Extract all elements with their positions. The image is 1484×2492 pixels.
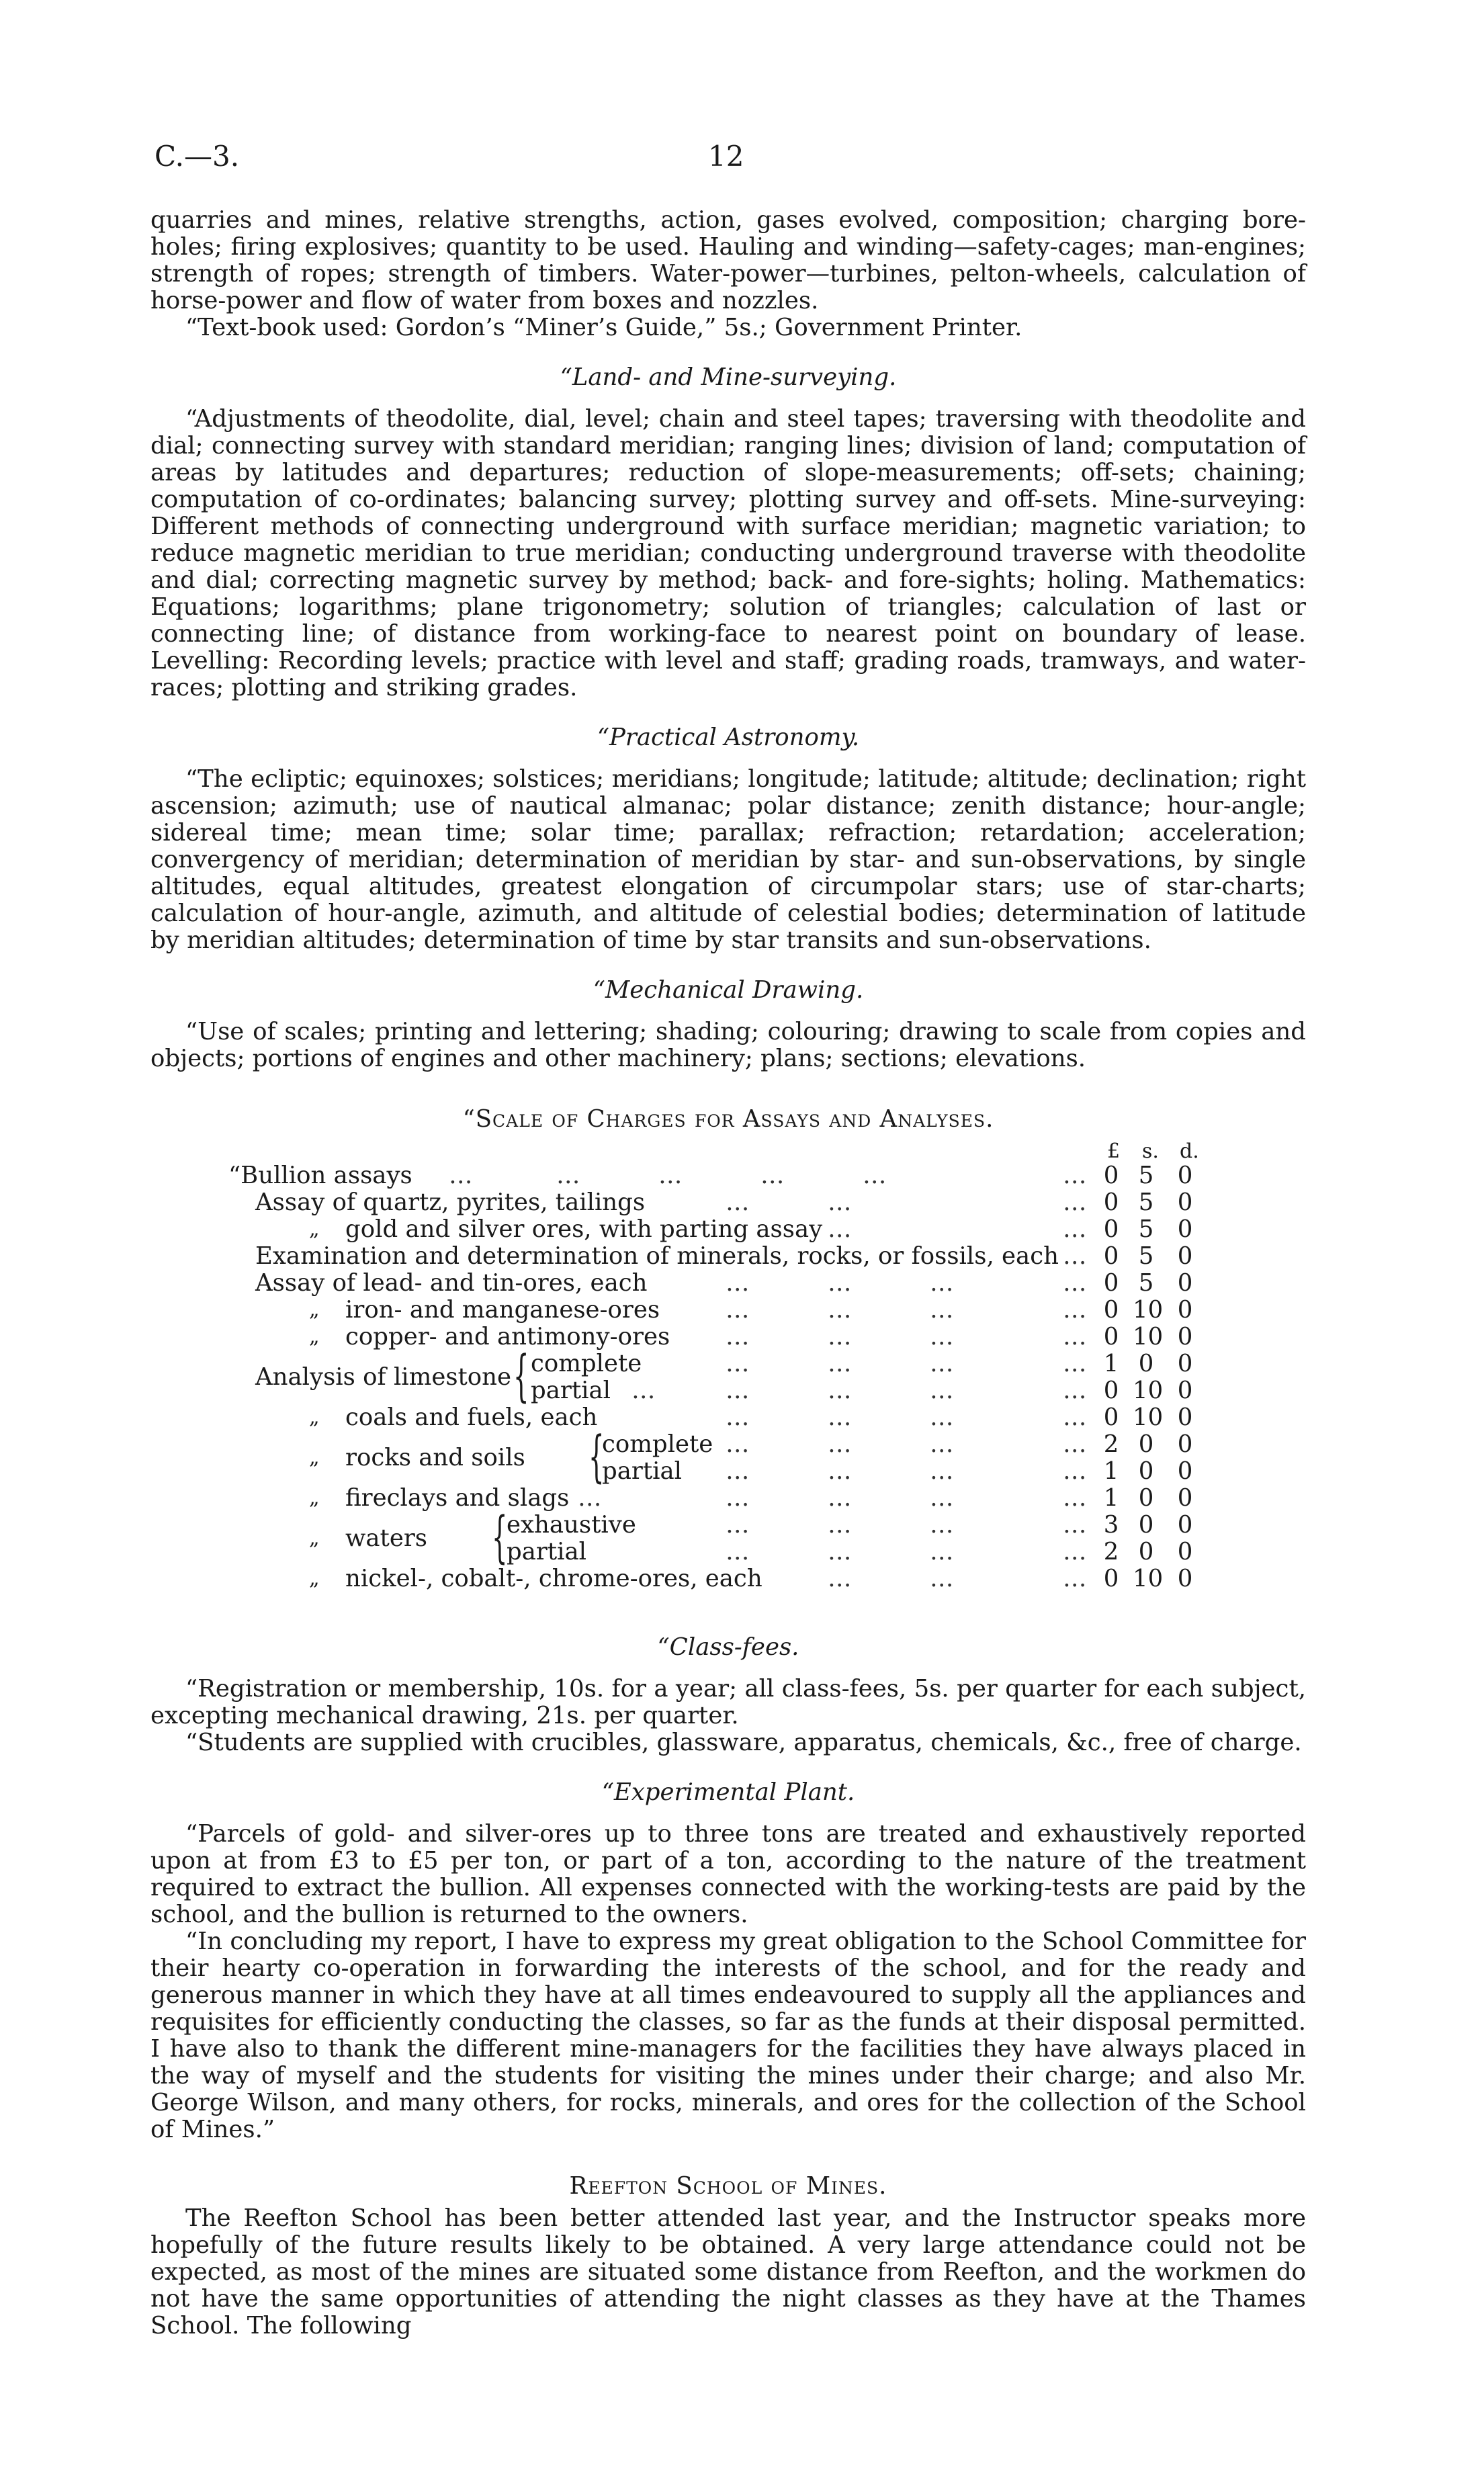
- shillings-value: 10: [1133, 1323, 1164, 1350]
- brace: {: [492, 1506, 508, 1570]
- table-row: „ fireclays and slags … … … … … 1 0 0: [150, 1485, 1306, 1512]
- row-label: “Bullion assays: [228, 1162, 412, 1189]
- shillings-header: s.: [1142, 1140, 1159, 1163]
- page-number: 12: [708, 140, 744, 173]
- table-row: “Bullion assays … … … … … … 0 5 0: [150, 1162, 1306, 1189]
- row-label: fireclays and slags: [345, 1484, 570, 1512]
- shillings-value: 5: [1138, 1189, 1154, 1216]
- row-label: partial: [531, 1377, 611, 1404]
- pence-value: 0: [1177, 1457, 1193, 1485]
- row-label: Examination and determination of minerals, rocks, or fossils, each: [255, 1242, 1059, 1270]
- ditto-mark: „: [309, 1217, 320, 1241]
- pounds-value: 0: [1103, 1377, 1119, 1404]
- pounds-value: 2: [1103, 1430, 1119, 1458]
- shillings-value: 0: [1138, 1538, 1154, 1565]
- pence-value: 0: [1177, 1296, 1193, 1324]
- document-reference: C.—3.: [155, 140, 240, 173]
- shillings-value: 5: [1138, 1215, 1154, 1243]
- table-row: partial … … … … … 0 10 0: [150, 1377, 1306, 1404]
- row-label: complete: [531, 1350, 642, 1377]
- reefton-body: The Reefton School has been better attended last year, and the Instructor speaks more hopefully of the future results likely to be obtained. A very large attendance could not be expected, as most of the mines are situated some distance from Reefton, and the workmen do not have the same opportunities of attending the night classes as they have at the Thames School. The following: [150, 2204, 1306, 2339]
- pounds-value: 0: [1103, 1296, 1119, 1324]
- ditto-mark: „: [309, 1567, 320, 1590]
- shillings-value: 0: [1138, 1430, 1154, 1458]
- pence-value: 0: [1177, 1242, 1193, 1270]
- row-label: Assay of lead- and tin-ores, each: [255, 1269, 648, 1297]
- shillings-value: 0: [1138, 1484, 1154, 1512]
- pence-value: 0: [1177, 1430, 1193, 1458]
- row-label: copper- and antimony-ores: [345, 1323, 670, 1350]
- row-label: Assay of quartz, pyrites, tailings: [255, 1189, 646, 1216]
- shillings-value: 5: [1138, 1242, 1154, 1270]
- row-label: gold and silver ores, with parting assay: [345, 1215, 823, 1243]
- table-row: „ iron- and manganese-ores … … … … 0 10 0: [150, 1297, 1306, 1324]
- row-label: iron- and manganese-ores: [345, 1296, 660, 1324]
- shillings-value: 10: [1133, 1565, 1164, 1592]
- astronomy-heading: “Practical Astronomy.: [597, 724, 860, 751]
- class-fees-para: “Registration or membership, 10s. for a year; all class-fees, 5s. per quarter for each subject, excepting mechanical drawing, 21s. per quarter.: [150, 1675, 1306, 1729]
- experimental-plant-para: “Parcels of gold- and silver-ores up to three tons are treated and exhaustively reported upon at from £3 to £5 per ton, or part of a ton, according to the nature of the treatment required to extract the bullion. All expenses connected with the working-tests are paid by the school, and the bullion is returned to the owners.: [150, 1820, 1306, 1928]
- table-row: Assay of quartz, pyrites, tailings … … … 0 5 0: [150, 1189, 1306, 1216]
- ditto-mark: „: [309, 1325, 320, 1348]
- table-row: partial … … … … 2 0 0: [150, 1539, 1306, 1565]
- pounds-value: 1: [1103, 1350, 1119, 1377]
- shillings-value: 0: [1138, 1350, 1154, 1377]
- page-header: [155, 140, 1337, 180]
- pence-value: 0: [1177, 1404, 1193, 1431]
- pounds-value: 1: [1103, 1457, 1119, 1485]
- land-survey-heading: “Land- and Mine-surveying.: [560, 363, 897, 391]
- shillings-value: 5: [1138, 1162, 1154, 1189]
- pounds-value: 0: [1103, 1242, 1119, 1270]
- table-row: exhaustive … … … … 3 0 0: [150, 1512, 1306, 1539]
- table-row: Examination and determination of minerals, rocks, or fossils, each … 0 5 0: [150, 1243, 1306, 1270]
- table-row: Assay of lead- and tin-ores, each … … … … 0 5 0: [150, 1270, 1306, 1297]
- shillings-value: 10: [1133, 1377, 1164, 1404]
- class-fees-supplies: “Students are supplied with crucibles, glassware, apparatus, chemicals, &c., free of charge.: [185, 1729, 1302, 1756]
- page-body: [150, 207, 1306, 2339]
- drawing-body: “Use of scales; printing and lettering; shading; colouring; drawing to scale from copies and objects; portions of engines and other machinery; plans; sections; elevations.: [150, 1018, 1306, 1072]
- table-row: complete … … … … 1 0 0: [150, 1350, 1306, 1377]
- ditto-mark: „: [309, 1406, 320, 1429]
- brace: {: [513, 1344, 529, 1408]
- table-row: partial … … … … 1 0 0: [150, 1458, 1306, 1485]
- pence-header: d.: [1180, 1140, 1199, 1163]
- row-label: partial: [602, 1457, 682, 1485]
- brace: {: [588, 1425, 605, 1489]
- pounds-value: 0: [1103, 1269, 1119, 1297]
- table-row: „ copper- and antimony-ores … … … … 0 10 0: [150, 1324, 1306, 1350]
- pence-value: 0: [1177, 1511, 1193, 1539]
- astronomy-body: “The ecliptic; equinoxes; solstices; meridians; longitude; latitude; altitude; declination; right ascension; azimuth; use of nautical almanac; polar distance; zenith distance; hour-angle; sidereal time; mean time; solar time; parallax; refraction; retardation; acceleration; convergency of meridian; determination of meridian by star- and sun-observations, by single altitudes, equal altitudes, greatest elongation of circumpolar stars; use of star-charts; calculation of hour-angle, azimuth, and altitude of celestial bodies; determination of latitude by meridian altitudes; determination of time by star transits and sun-observations.: [150, 765, 1306, 954]
- pounds-value: 0: [1103, 1189, 1119, 1216]
- rocks-label: rocks and soils: [345, 1444, 525, 1471]
- shillings-value: 0: [1138, 1511, 1154, 1539]
- pence-value: 0: [1177, 1189, 1193, 1216]
- row-label: partial: [507, 1538, 586, 1565]
- pence-value: 0: [1177, 1215, 1193, 1243]
- pounds-value: 3: [1103, 1511, 1119, 1539]
- row-label: coals and fuels, each: [345, 1404, 598, 1431]
- textbook-line: “Text-book used: Gordon’s “Miner’s Guide,” 5s.; Government Printer.: [185, 314, 1022, 341]
- ditto-mark: „: [309, 1446, 320, 1469]
- pence-value: 0: [1177, 1538, 1193, 1565]
- row-label: exhaustive: [507, 1511, 636, 1539]
- pence-value: 0: [1177, 1565, 1193, 1592]
- table-row: „ gold and silver ores, with parting assay … … 0 5 0: [150, 1216, 1306, 1243]
- waters-label: waters: [345, 1524, 428, 1552]
- ditto-mark: „: [309, 1486, 320, 1510]
- pence-value: 0: [1177, 1269, 1193, 1297]
- land-survey-body: “Adjustments of theodolite, dial, level; chain and steel tapes; traversing with theodolite and dial; connecting survey with standard meridian; ranging lines; division of land; computation of areas by latitudes and departures; reduction of slope-measurements; off-sets; chaining; computation of co-ordinates; balancing survey; plotting survey and off-sets. Mine-surveying: Different methods of connecting underground with surface meridian; magnetic variation; to reduce magnetic meridian to true meridian; conducting underground traverse with theodolite and dial; correcting magnetic survey by method; back- and fore-sights; holing. Mathematics: Equations; logarithms; plane trigonometry; solution of triangles; calculation of last or connecting line; of distance from working-face to nearest point on boundary of lease. Levelling: Recording levels; practice with level and staff; grading roads, tramways, and water-races; plotting and striking grades.: [150, 405, 1306, 701]
- limestone-label: Analysis of limestone: [255, 1363, 512, 1391]
- reefton-heading: Reefton School of Mines.: [569, 2172, 887, 2200]
- intro-paragraph: quarries and mines, relative strengths, action, gases evolved, composition; charging bore-holes; firing explosives; quantity to be used. Hauling and winding—safety-cages; man-engines; strength of ropes; strength of timbers. Water-power—turbines, pelton-wheels, calculation of horse-power and flow of water from boxes and nozzles.: [150, 206, 1306, 314]
- pounds-value: 0: [1103, 1215, 1119, 1243]
- drawing-heading: “Mechanical Drawing.: [593, 976, 864, 1004]
- experimental-plant-heading: “Experimental Plant.: [601, 1778, 855, 1806]
- table-row: complete … … … … 2 0 0: [150, 1431, 1306, 1458]
- pence-value: 0: [1177, 1350, 1193, 1377]
- concluding-para: “In concluding my report, I have to express my great obligation to the School Committee for their hearty co-operation in forwarding the interests of the school, and for the ready and generous manner in which they have at all times endeavoured to supply all the appliances and requisites for efficiently conducting the classes, so far as the funds at their disposal permitted. I have also to thank the different mine-managers for the facilities they have always placed in the way of myself and the students for visiting the mines under their charge; and also Mr. George Wilson, and many others, for rocks, minerals, and ores for the collection of the School of Mines.”: [150, 1928, 1307, 2143]
- table-row: „ nickel-, cobalt-, chrome-ores, each … … … 0 10 0: [150, 1565, 1306, 1592]
- pounds-value: 0: [1103, 1323, 1119, 1350]
- table-row: „ coals and fuels, each … … … … 0 10 0: [150, 1404, 1306, 1431]
- pounds-value: 0: [1103, 1565, 1119, 1592]
- pounds-value: 0: [1103, 1162, 1119, 1189]
- shillings-value: 0: [1138, 1457, 1154, 1485]
- pounds-value: 2: [1103, 1538, 1119, 1565]
- pence-value: 0: [1177, 1323, 1193, 1350]
- pence-value: 0: [1177, 1377, 1193, 1404]
- pounds-value: 0: [1103, 1404, 1119, 1431]
- charges-heading: “Scale of Charges for Assays and Analyses.: [462, 1105, 994, 1133]
- class-fees-heading: “Class-fees.: [657, 1633, 799, 1661]
- pence-value: 0: [1177, 1162, 1193, 1189]
- shillings-value: 5: [1138, 1269, 1154, 1297]
- pounds-header: £: [1107, 1140, 1121, 1163]
- ditto-mark: „: [309, 1298, 320, 1322]
- pence-value: 0: [1177, 1484, 1193, 1512]
- shillings-value: 10: [1133, 1404, 1164, 1431]
- row-label: complete: [602, 1430, 713, 1458]
- pounds-value: 1: [1103, 1484, 1119, 1512]
- row-label: nickel-, cobalt-, chrome-ores, each: [345, 1565, 762, 1592]
- charges-table: [150, 1138, 1306, 1611]
- shillings-value: 10: [1133, 1296, 1164, 1324]
- ditto-mark: „: [309, 1527, 320, 1550]
